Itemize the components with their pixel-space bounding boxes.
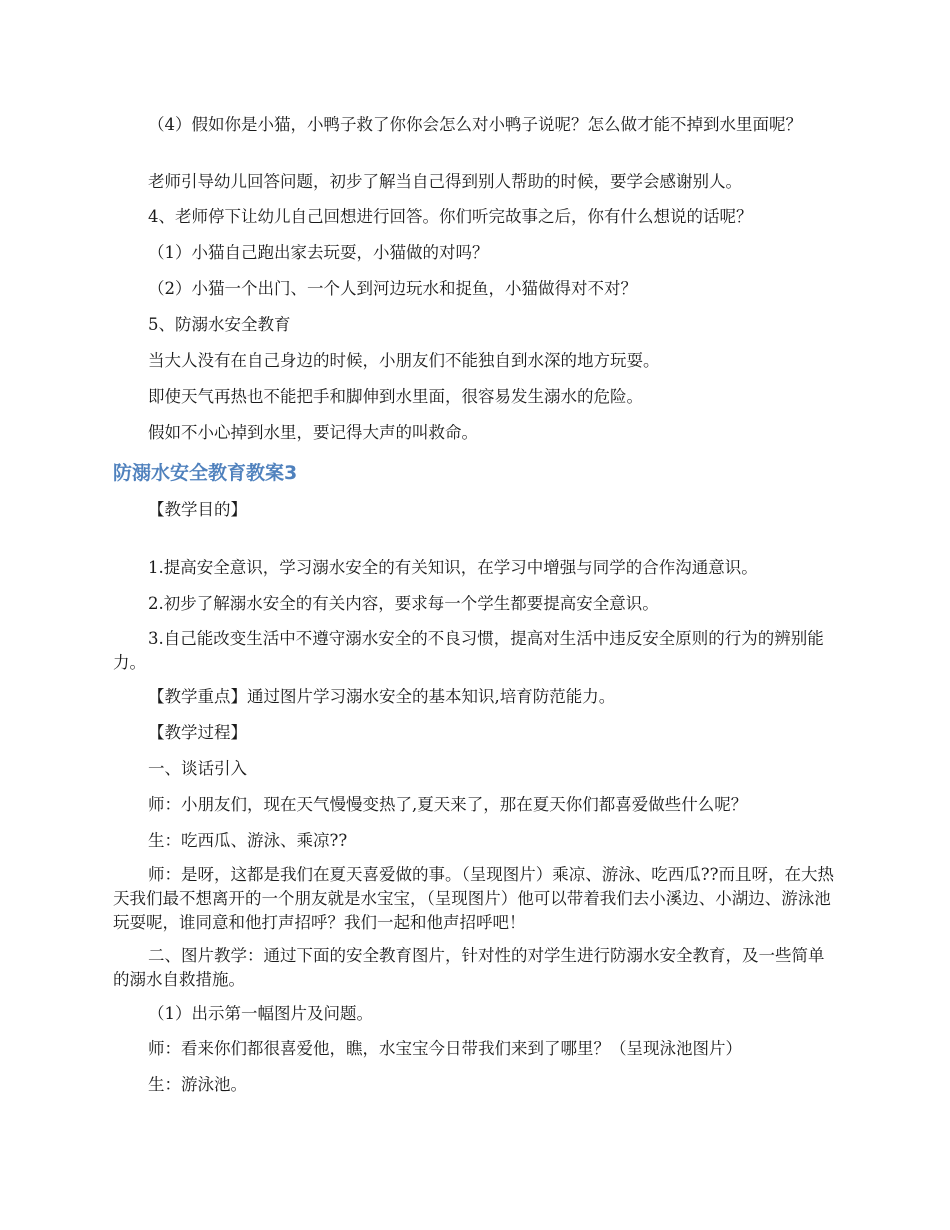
paragraph-objective-3: 3.自己能改变生活中不遵守溺水安全的不良习惯，提高对生活中违反安全原则的行为的辨别能力。 [113,629,824,672]
paragraph-objective-2: 2.初步了解溺水安全的有关内容，要求每一个学生都要提高安全意识。 [148,594,659,613]
paragraph-teacher-3: 师：看来你们都很喜爱他，瞧，水宝宝今日带我们来到了哪里？（呈现泳池图片） [148,1039,742,1058]
paragraph-teacher-1: 师：小朋友们，现在天气慢慢变热了,夏天来了，那在夏天你们都喜爱做些什么呢？ [148,795,748,814]
paragraph-safety-2: 即使天气再热也不能把手和脚伸到水里面，很容易发生溺水的危险。 [148,387,643,406]
paragraph-intro-title: 一、谈话引入 [148,759,247,778]
paragraph-key-points: 【教学重点】通过图片学习溺水安全的基本知识,培育防范能力。 [148,687,616,706]
paragraph-student-2: 生：游泳池。 [148,1075,247,1094]
section-heading: 防溺水安全教育教案3 [113,462,298,484]
paragraph-q4: （4）假如你是小猫，小鸭子救了你你会怎么对小鸭子说呢？怎么做才能不掉到水里面呢？ [148,115,802,134]
paragraph-q2: （2）小猫一个出门、一个人到河边玩水和捉鱼，小猫做得对不对？ [148,279,637,298]
paragraph-objectives-title: 【教学目的】 [148,500,247,519]
paragraph-safety-3: 假如不小心掉到水里，要记得大声的叫救命。 [148,423,478,442]
paragraph-safety-1: 当大人没有在自己身边的时候，小朋友们不能独自到水深的地方玩耍。 [148,351,660,370]
paragraph-teacher-guide: 老师引导幼儿回答问题，初步了解当自己得到别人帮助的时候，要学会感谢别人。 [148,172,742,191]
paragraph-step-5: 5、防溺水安全教育 [148,315,291,334]
paragraph-step-4: 4、老师停下让幼儿自己回想进行回答。你们听完故事之后，你有什么想说的话呢？ [148,207,753,226]
paragraph-student-1: 生：吃西瓜、游泳、乘凉?? [148,831,348,850]
paragraph-q1: （1）小猫自己跑出家去玩耍，小猫做的对吗？ [148,243,489,262]
paragraph-objective-1: 1.提高安全意识，学习溺水安全的有关知识，在学习中增强与同学的合作沟通意识。 [148,558,758,577]
paragraph-teacher-2: 师：是呀，这都是我们在夏天喜爱做的事。（呈现图片）乘凉、游泳、吃西瓜??而且呀，在大热天我们最不想离开的一个朋友就是水宝宝，（呈现图片）他可以带着我们去小溪边、小湖边、游泳池玩耍呢，谁同意和他打声招呼？我们一起和他声招呼吧！ [113,865,834,932]
paragraph-picture-teaching: 二、图片教学：通过下面的安全教育图片，针对性的对学生进行防溺水安全教育，及一些简单的溺水自救措施。 [113,946,825,989]
paragraph-picture-1: （1）出示第一幅图片及问题。 [148,1004,373,1023]
paragraph-process-title: 【教学过程】 [148,723,247,742]
